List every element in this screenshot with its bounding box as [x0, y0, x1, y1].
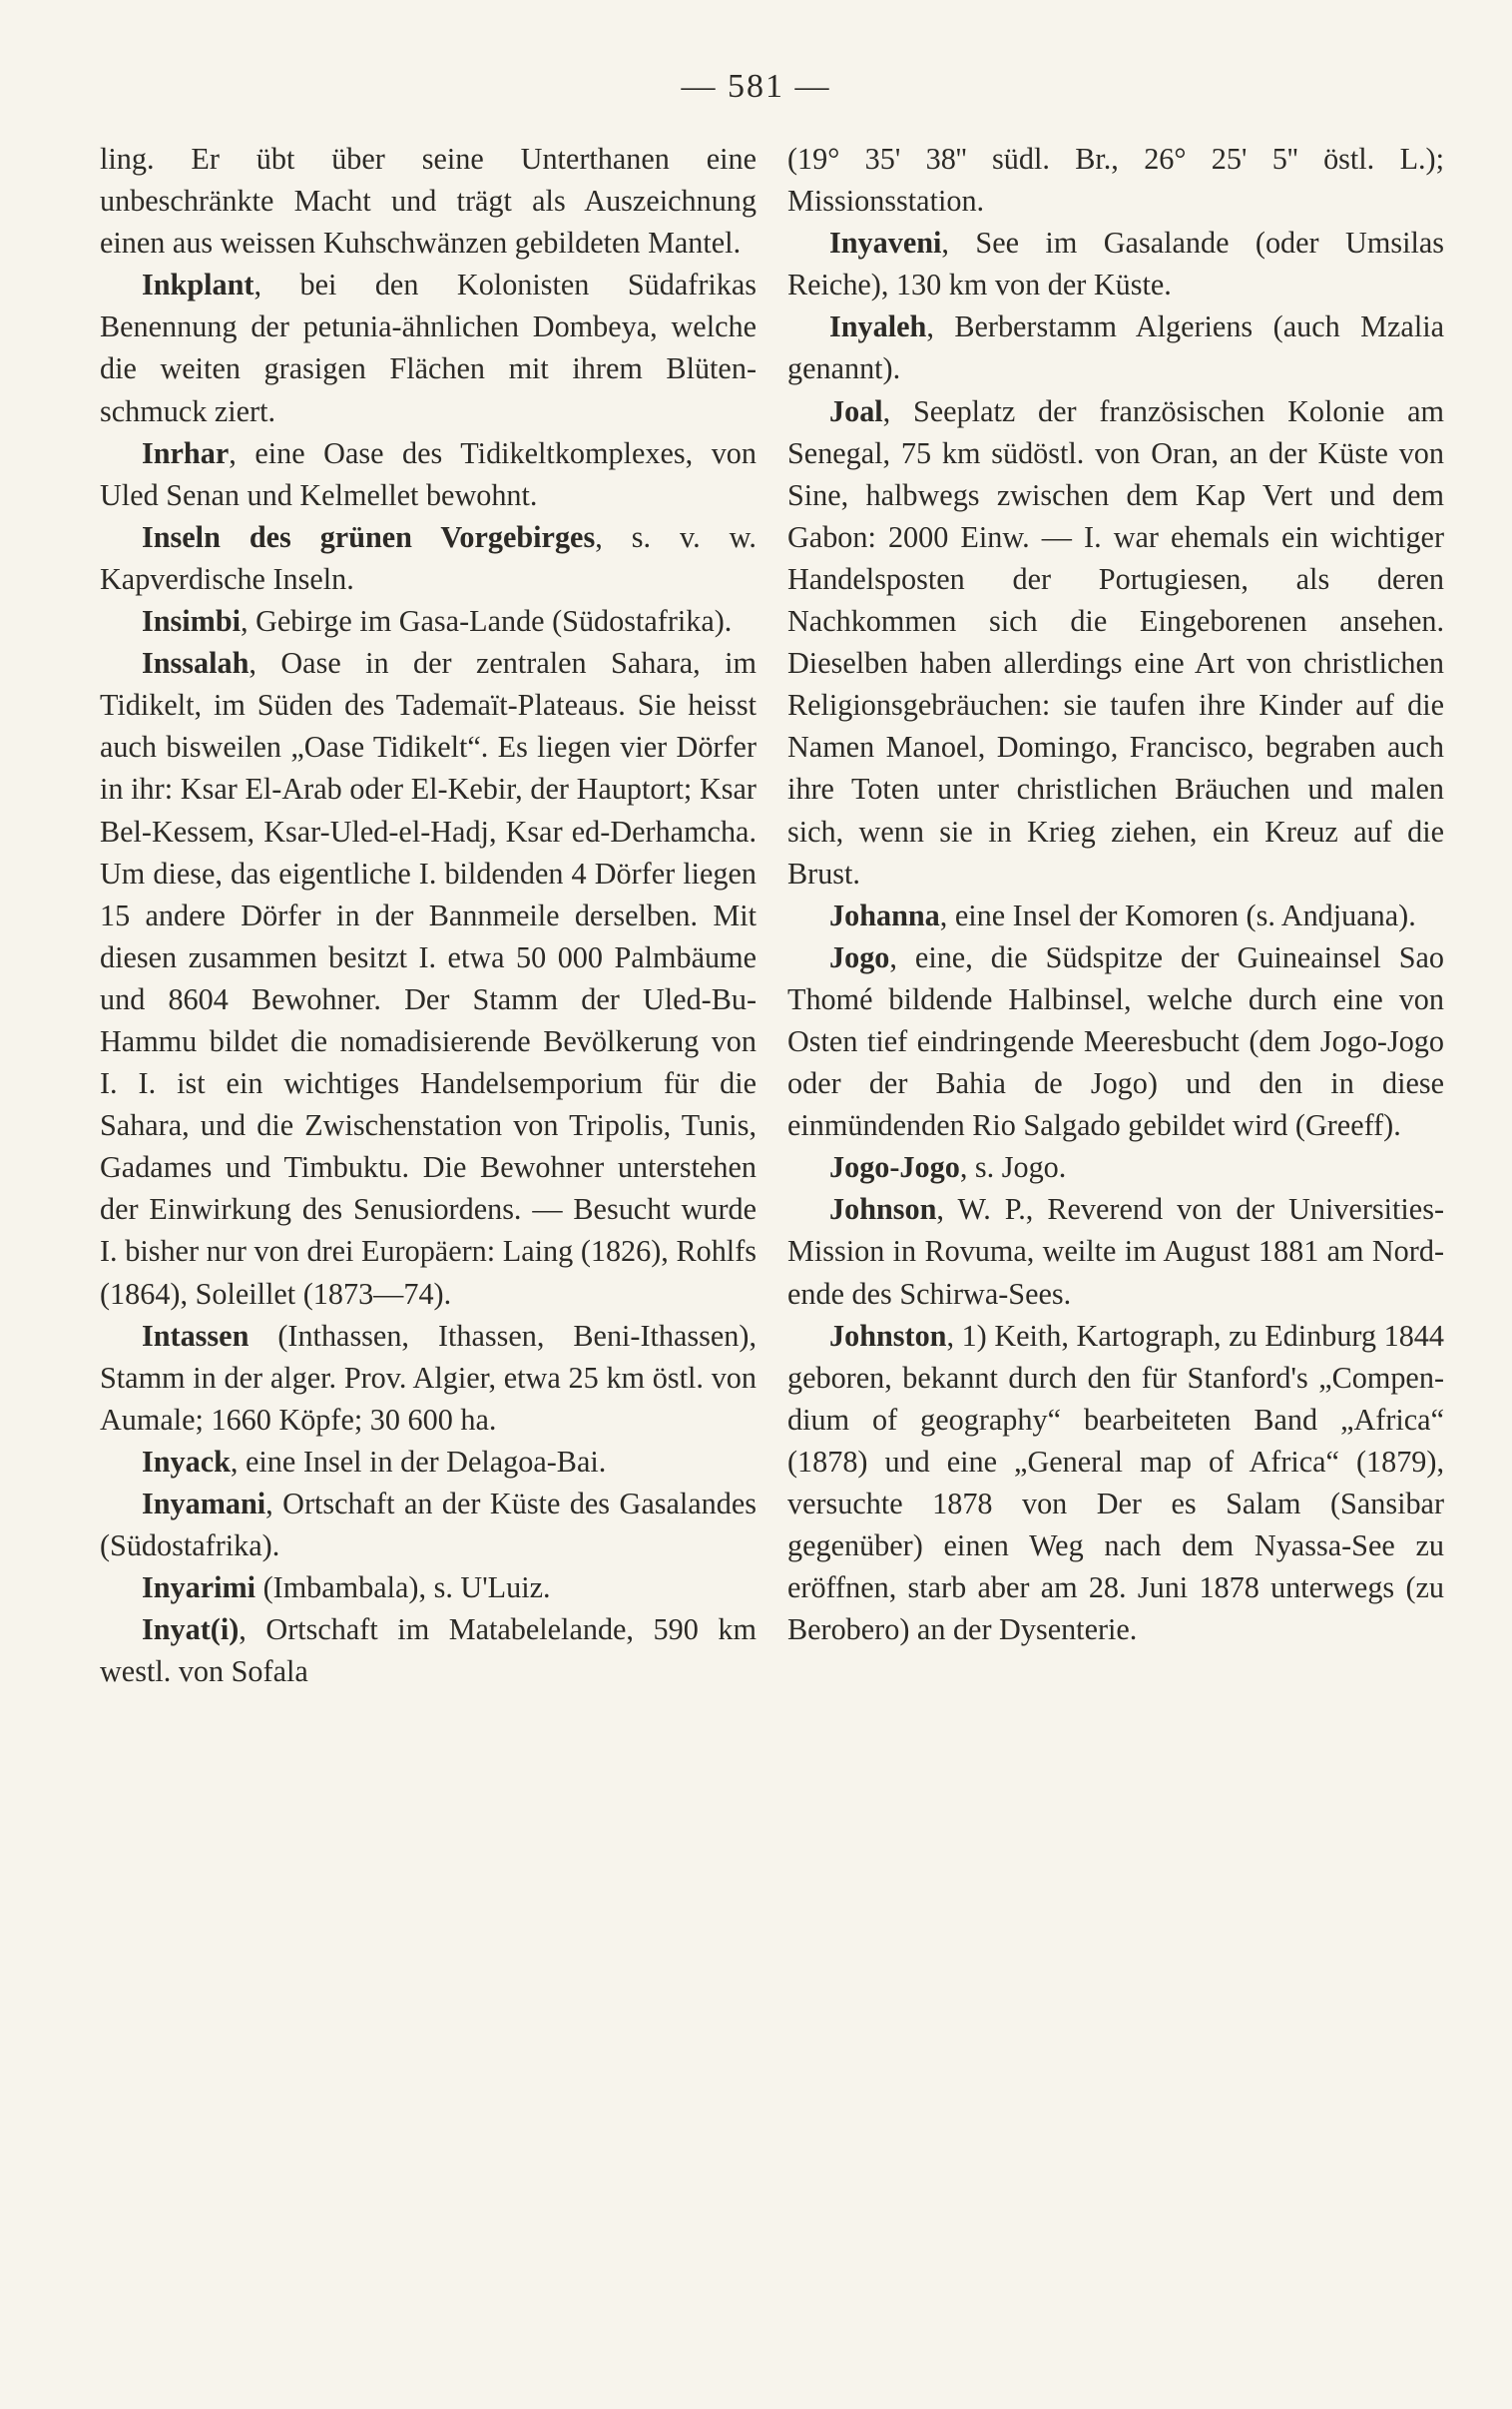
- entry-term: Johnston: [829, 1318, 947, 1353]
- entry-text: , Ortschaft an der Küste des Gasalandes (Südostafrika).: [100, 1487, 756, 1563]
- entry-text: , bei den Kolonisten Südafrikas Benennung der petunia-ähnlichen Dombeya, welche die weiten grasigen Flächen mit ihrem Blütenschmuck ziert.: [100, 268, 756, 428]
- entry: [100, 1315, 756, 1441]
- entry-text: , eine, die Südspitze der Guineainsel Sao Thomé bildende Halbinsel, welche durch eine von Osten tief eindringende Meeresbucht (dem Jogo-Jogo oder der Bahia de Jogo) und den in diese einmündenden Rio Salgado gebildet wird (Greeff).: [787, 939, 1444, 1143]
- entry-term: Jogo-Jogo: [829, 1150, 960, 1185]
- entry-text: (Imbambala), s. U'Luiz.: [255, 1570, 551, 1605]
- entry: [100, 138, 756, 264]
- entry-text: , eine Insel der Komoren (s. Andjuana).: [939, 898, 1416, 932]
- entry: [100, 264, 756, 431]
- entry-text: , See im Gasalande (oder Umsilas Reiche), 130 km von der Küste.: [787, 226, 1444, 302]
- entry: [787, 305, 1444, 389]
- entry: [100, 1566, 756, 1608]
- entry-term: Inyaveni: [829, 226, 942, 261]
- entry-text: , Seeplatz der französischen Kolonie am Senegal, 75 km südöstl. von Oran, an der Küste von Sine, halbwegs zwischen dem Kap Vert und dem Gabon: 2000 Einw. — I. war ehemals ein wichtiger Handelsposten der Portugiesen, als deren Nachkommen sich die Eingeborenen ansehen. Dieselben haben allerdings eine Art von christlichen Religionsgebräuchen: sie taufen ihre Kinder auf die Namen Manoel, Domingo, Francisco, begraben auch ihre Toten unter christlichen Bräuchen und malen sich, wenn sie in Krieg ziehen, ein Kreuz auf die Brust.: [787, 393, 1444, 891]
- entry-term: Insimbi: [142, 604, 241, 639]
- entry-term: Inssalah: [142, 646, 250, 681]
- entry-term: Inyack: [142, 1444, 231, 1479]
- entry: [787, 390, 1444, 895]
- entry-text: , s. Jogo.: [959, 1150, 1067, 1185]
- entry: [100, 1608, 756, 1692]
- entry-text: , eine Oase des Tidikeltkomplexes, von Uled Senan und Kelmellet bewohnt.: [100, 435, 756, 512]
- entry-text: , Oase in der zentralen Sahara, im Tidikelt, im Süden des Tademaït-Plateaus. Sie heisst auch bisweilen „Oase Tidikelt“. Es liegen vier Dörfer in ihr: Ksar El-Arab oder El-Kebir, der Hauptort; Ksar Bel-Kessem, Ksar-Uled-el-Hadj, Ksar ed-Derhamcha. Um diese, das eigentliche I. bildenden 4 Dörfer liegen 15 andere Dörfer in der Bannmeile derselben. Mit diesen zusammen besitzt I. etwa 50 000 Palmbäume und 8604 Bewohner. Der Stamm der Uled-Bu-Hammu bildet die nomadisierende Bevölkerung von I. I. ist ein wichtiges Handelsemporium für die Sahara, und die Zwischenstation von Tripolis, Tunis, Gadames und Timbuktu. Die Bewohner unterstehen der Einwirkung des Senusiordens. — Besucht wurde I. bisher nur von drei Europäern: Laing (1826), Rohlfs (1864), Soleillet (1873—74).: [100, 646, 756, 1311]
- entry-term: Johnson: [829, 1192, 937, 1227]
- entry-text: , 1) Keith, Kartograph, zu Edinburg 1844 geboren, bekannt durch den für Stanford's „Compendium of geography“ bearbeiteten Band „Africa“ (1878) und eine „General map of Africa“ (1879), versuchte 1878 von Der es Salam (Sansibar gegenüber) einen Weg nach dem Nyassa-See zu eröffnen, starb aber am 28. Juni 1878 unterwegs (zu Berobero) an der Dysenterie.: [787, 1318, 1444, 1647]
- entry-text: ling. Er übt über seine Unterthanen eine unbeschränkte Macht und trägt als Auszeichnung einen aus weissen Kuhschwänzen gebildeten Mantel.: [100, 142, 756, 261]
- entry: [787, 138, 1444, 222]
- entry-term: Inyamani: [142, 1487, 266, 1520]
- entry-text: , eine Insel in der Delagoa-Bai.: [230, 1444, 607, 1479]
- entry-term: Inkplant: [142, 268, 254, 302]
- entry-text: , Berberstamm Algeriens (auch Mzalia genannt).: [787, 309, 1444, 386]
- left-column: [100, 138, 756, 1692]
- entry-text: , Gebirge im Gasa-Lande (Südostafrika).: [241, 604, 733, 639]
- entry: [100, 1483, 756, 1566]
- entry: [787, 1188, 1444, 1314]
- entry: [787, 1146, 1444, 1188]
- entry-term: Inyaleh: [829, 309, 927, 344]
- entry-text: (19° 35' 38'' südl. Br., 26° 25' 5'' östl. L.); Missionsstation.: [787, 142, 1444, 219]
- right-column: [787, 138, 1444, 1650]
- entry: [787, 1315, 1444, 1651]
- entry-term: Inseln des grünen Vorgebirges: [142, 519, 596, 554]
- entry: [100, 432, 756, 516]
- entry: [787, 222, 1444, 305]
- entry-term: Joal: [829, 393, 883, 428]
- entry-text: (Inthassen, Ithassen, Beni-Ithassen), Stamm in der alger. Prov. Algier, etwa 25 km östl. von Aumale; 1660 Köpfe; 30 600 ha.: [100, 1318, 756, 1437]
- entry-term: Inrhar: [142, 435, 230, 470]
- page-number: — 581 —: [681, 68, 831, 105]
- entry: [787, 895, 1444, 936]
- entry-text: , W. P., Reverend von der Universities-Mission in Rovuma, weilte im August 1881 am Nordende des Schirwa-Sees.: [787, 1192, 1444, 1311]
- entry: [100, 600, 756, 642]
- entry: [100, 516, 756, 600]
- entry: [787, 936, 1444, 1146]
- entry-term: Inyat(i): [142, 1612, 240, 1647]
- entry-term: Jogo: [829, 939, 890, 974]
- entry-term: Inyarimi: [142, 1570, 256, 1605]
- entry-term: Johanna: [829, 898, 940, 932]
- entry-text: , s. v. w. Kapverdische Inseln.: [100, 519, 756, 596]
- entry-term: Intassen: [142, 1318, 250, 1353]
- entry-text: , Ortschaft im Matabelelande, 590 km westl. von Sofala: [100, 1612, 756, 1689]
- entry: [100, 642, 756, 1315]
- entry: [100, 1441, 756, 1483]
